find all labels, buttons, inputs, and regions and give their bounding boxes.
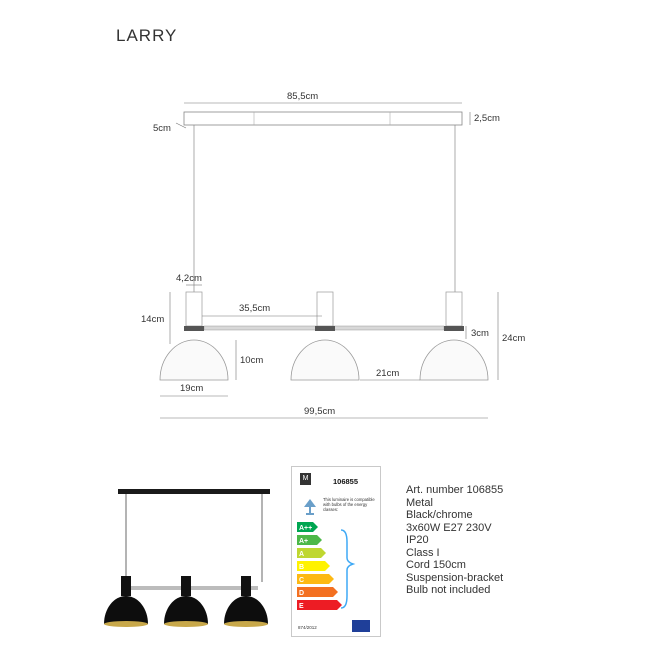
dim-bar-length: 85,5cm — [287, 91, 319, 102]
spec-power: 3x60W E27 230V — [406, 521, 492, 534]
compatibility-bracket — [341, 530, 353, 608]
spec-list — [406, 484, 503, 597]
dim-shade-diameter: 19cm — [180, 383, 204, 394]
energy-class-label: D — [299, 590, 305, 597]
energy-regulation: 874/2012 — [298, 625, 317, 630]
spec-cord: Cord 150cm — [406, 559, 466, 571]
spec-mounting: Suspension-bracket — [406, 571, 504, 584]
eu-flag-icon — [352, 620, 370, 632]
dim-stem-height: 14cm — [141, 314, 165, 325]
lamp-icon — [300, 497, 320, 517]
dim-lamp-spacing: 35,5cm — [239, 303, 271, 314]
energy-label-note: This luminaire is compatible with bulbs of the energy classes: — [323, 497, 375, 512]
dim-bar-height: 2,5cm — [474, 113, 500, 124]
energy-class-label: B — [299, 564, 305, 571]
ceiling-bar — [184, 112, 462, 125]
spec-class: Class I — [406, 546, 440, 559]
dim-stem-width: 4,2cm — [176, 273, 202, 284]
product-photo — [104, 489, 270, 627]
energy-class-bar — [297, 600, 342, 610]
spec-bulb: Bulb not included — [406, 584, 491, 596]
energy-class-scale — [295, 522, 379, 622]
spec-color: Black/chrome — [406, 509, 473, 521]
dim-shade-gap: 21cm — [376, 368, 400, 379]
dim-total-height: 24cm — [502, 333, 526, 344]
lamp-center — [291, 292, 359, 380]
energy-class-label: E — [299, 603, 304, 610]
energy-class-label: A — [299, 551, 305, 558]
dim-connector-height: 3cm — [471, 328, 489, 339]
dim-shade-height: 10cm — [240, 355, 264, 366]
energy-label-article: 106855 — [333, 477, 359, 486]
dim-total-width: 99,5cm — [304, 406, 336, 417]
spec-article: Art. number 106855 — [406, 484, 504, 496]
product-title: LARRY — [116, 26, 178, 45]
energy-class-label: A+ — [299, 538, 309, 545]
spec-ip-rating: IP20 — [406, 534, 429, 546]
energy-class-label: C — [299, 577, 305, 584]
dim-bar-offset: 5cm — [153, 123, 171, 134]
energy-label — [291, 466, 381, 637]
energy-class-label: A++ — [299, 525, 313, 532]
spec-material: Metal — [406, 496, 433, 509]
brand-logo-icon: M — [300, 473, 311, 485]
